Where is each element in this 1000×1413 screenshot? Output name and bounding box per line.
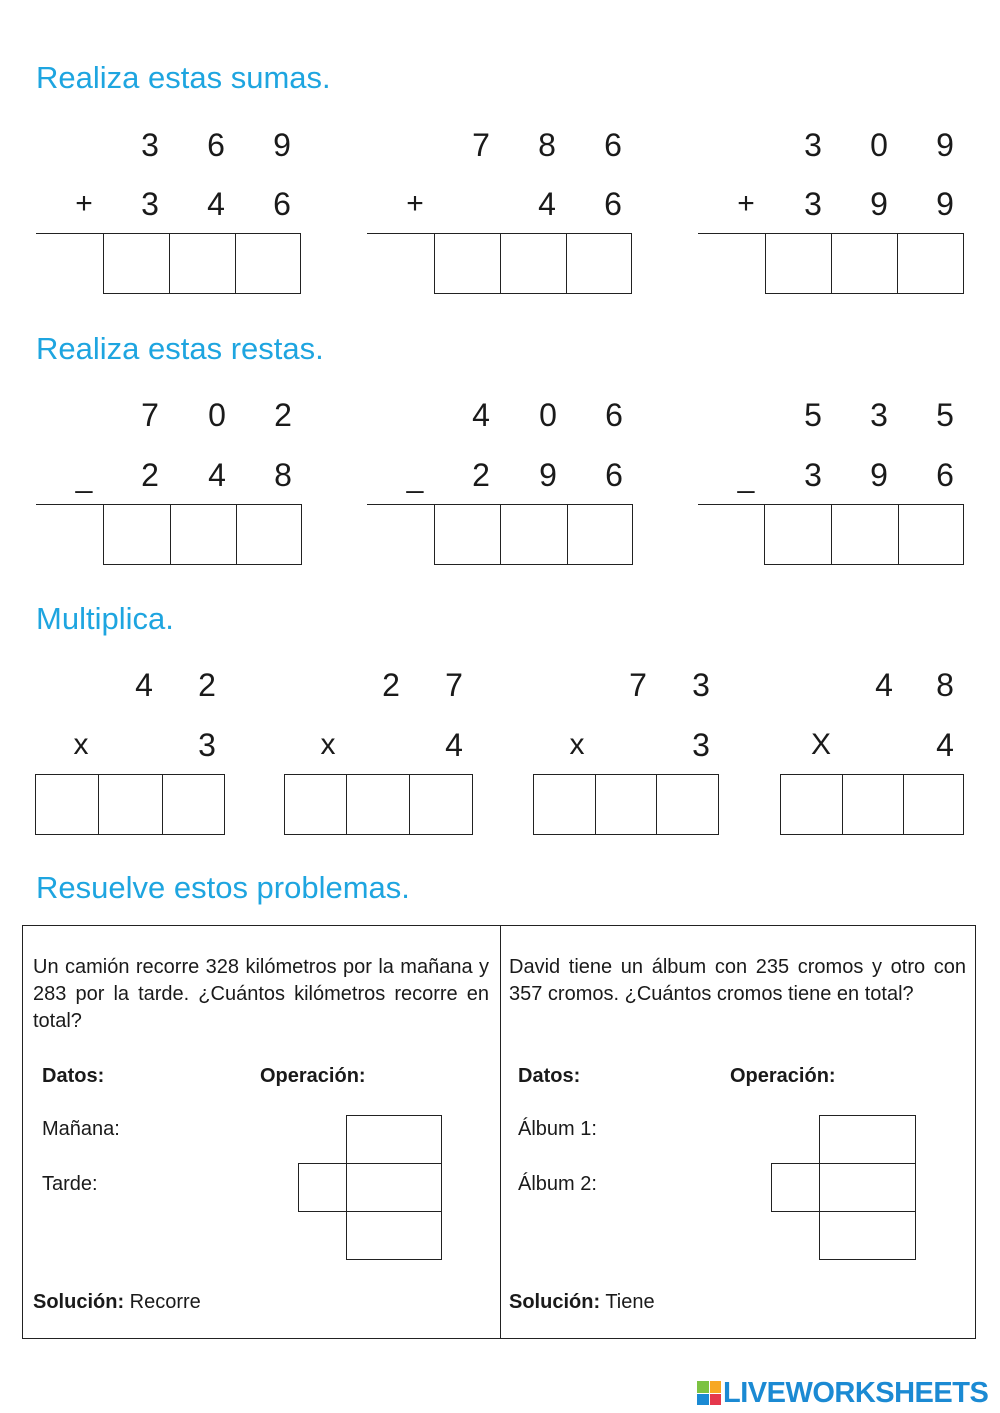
- logo-square: [710, 1381, 722, 1393]
- answer-box[interactable]: [656, 774, 719, 835]
- digit: 9: [870, 457, 888, 493]
- datos-label: Datos:: [518, 1065, 581, 1087]
- digit: 2: [472, 457, 490, 493]
- answer-box[interactable]: [236, 504, 302, 565]
- data-item-label: Mañana:: [42, 1118, 120, 1140]
- plus-sign: +: [406, 187, 424, 220]
- digit: 9: [870, 186, 888, 222]
- digit: 4: [207, 186, 225, 222]
- answer-box[interactable]: [566, 233, 632, 294]
- answer-box[interactable]: [898, 504, 964, 565]
- digit: 5: [936, 397, 954, 433]
- problems-table: [22, 925, 976, 1339]
- answer-box[interactable]: [842, 774, 904, 835]
- liveworksheets-logo: [697, 1378, 988, 1408]
- operation-box[interactable]: [819, 1211, 916, 1260]
- digit: 6: [605, 397, 623, 433]
- digit: 8: [274, 457, 292, 493]
- digit: 7: [472, 127, 490, 163]
- answer-box[interactable]: [235, 233, 301, 294]
- digit: 9: [273, 127, 291, 163]
- digit: 4: [936, 727, 954, 763]
- solution-line: [33, 1290, 201, 1314]
- logo-square: [710, 1394, 722, 1406]
- logo-square: [697, 1381, 709, 1393]
- digit: 6: [604, 186, 622, 222]
- digit: 7: [629, 667, 647, 703]
- digit: 6: [605, 457, 623, 493]
- digit: 7: [445, 667, 463, 703]
- minus-sign: _: [75, 461, 93, 494]
- digit: 3: [141, 127, 159, 163]
- digit: 4: [208, 457, 226, 493]
- data-item-label: Tarde:: [42, 1173, 98, 1195]
- problems-heading: Resuelve estos problemas.: [36, 870, 410, 905]
- digit: 3: [804, 457, 822, 493]
- operation-sign-box[interactable]: [771, 1163, 820, 1212]
- logo-text: LIVEWORKSHEETS: [723, 1377, 989, 1409]
- digit: 0: [870, 127, 888, 163]
- operation-sign-box[interactable]: [298, 1163, 347, 1212]
- answer-box[interactable]: [500, 504, 568, 565]
- digit: 3: [804, 186, 822, 222]
- problem-statement: Un camión recorre 328 kilómetros por la mañana y 283 por la tarde. ¿Cuántos kilómetros recorre en total?: [33, 956, 489, 1032]
- answer-box[interactable]: [103, 504, 171, 565]
- problem-statement: David tiene un álbum con 235 cromos y otro con 357 cromos. ¿Cuántos cromos tiene en total?: [509, 956, 966, 1005]
- answer-box[interactable]: [284, 774, 347, 835]
- datos-label: Datos:: [42, 1065, 105, 1087]
- digit: 3: [692, 727, 710, 763]
- answer-box[interactable]: [434, 504, 501, 565]
- digit: 0: [539, 397, 557, 433]
- answer-box[interactable]: [169, 233, 236, 294]
- digit: 2: [382, 667, 400, 703]
- answer-box[interactable]: [98, 774, 163, 835]
- answer-box[interactable]: [780, 774, 843, 835]
- answer-box[interactable]: [500, 233, 567, 294]
- answer-box[interactable]: [533, 774, 596, 835]
- answer-box[interactable]: [831, 233, 898, 294]
- answer-box[interactable]: [346, 774, 410, 835]
- digit: 3: [692, 667, 710, 703]
- plus-sign: +: [737, 187, 755, 220]
- digit: 4: [875, 667, 893, 703]
- answer-box[interactable]: [831, 504, 899, 565]
- solution-text: Tiene: [605, 1291, 655, 1313]
- answer-box[interactable]: [765, 233, 832, 294]
- solution-label: Solución:: [33, 1291, 125, 1313]
- digit: 9: [936, 186, 954, 222]
- sums-heading: Realiza estas sumas.: [36, 60, 331, 95]
- answer-box[interactable]: [162, 774, 225, 835]
- digit: 3: [804, 127, 822, 163]
- digit: 0: [208, 397, 226, 433]
- minus-sign: _: [737, 461, 755, 494]
- digit: 8: [936, 667, 954, 703]
- digit: 4: [445, 727, 463, 763]
- operation-box[interactable]: [819, 1115, 916, 1164]
- digit: 5: [804, 397, 822, 433]
- minus-sign: _: [406, 461, 424, 494]
- answer-box[interactable]: [409, 774, 473, 835]
- times-sign: X: [810, 728, 831, 761]
- operacion-label: Operación:: [260, 1065, 366, 1087]
- digit: 3: [870, 397, 888, 433]
- digit: 3: [198, 727, 216, 763]
- data-item-label: Álbum 2:: [518, 1173, 597, 1195]
- logo-square: [697, 1394, 709, 1406]
- subtractions-heading: Realiza estas restas.: [36, 331, 324, 366]
- operation-box[interactable]: [346, 1115, 442, 1164]
- digit: 6: [207, 127, 225, 163]
- answer-box[interactable]: [567, 504, 633, 565]
- times-sign: x: [320, 728, 336, 761]
- digit: 6: [604, 127, 622, 163]
- table-divider: [500, 926, 501, 1338]
- answer-box[interactable]: [434, 233, 501, 294]
- digit: 7: [141, 397, 159, 433]
- answer-box[interactable]: [103, 233, 170, 294]
- solution-text: Recorre: [129, 1291, 201, 1313]
- digit: 4: [538, 186, 556, 222]
- answer-box[interactable]: [170, 504, 237, 565]
- answer-box[interactable]: [764, 504, 832, 565]
- times-sign: x: [569, 728, 585, 761]
- digit: 2: [274, 397, 292, 433]
- times-sign: x: [73, 728, 89, 761]
- multiply-heading: Multiplica.: [36, 601, 174, 636]
- digit: 4: [135, 667, 153, 703]
- digit: 8: [538, 127, 556, 163]
- solution-label: Solución:: [509, 1291, 601, 1313]
- digit: 3: [141, 186, 159, 222]
- operation-box[interactable]: [346, 1163, 442, 1212]
- solution-line: [509, 1290, 655, 1314]
- digit: 6: [273, 186, 291, 222]
- digit: 4: [472, 397, 490, 433]
- operation-box[interactable]: [819, 1163, 916, 1212]
- digit: 9: [539, 457, 557, 493]
- digit: 9: [936, 127, 954, 163]
- plus-sign: +: [75, 187, 93, 220]
- logo-mark-icon: [697, 1381, 721, 1405]
- operation-box[interactable]: [346, 1211, 442, 1260]
- answer-box[interactable]: [903, 774, 964, 835]
- answer-box[interactable]: [897, 233, 964, 294]
- operacion-label: Operación:: [730, 1065, 836, 1087]
- digit: 2: [198, 667, 216, 703]
- answer-box[interactable]: [595, 774, 657, 835]
- digit: 6: [936, 457, 954, 493]
- digit: 2: [141, 457, 159, 493]
- data-item-label: Álbum 1:: [518, 1118, 597, 1140]
- answer-box[interactable]: [35, 774, 99, 835]
